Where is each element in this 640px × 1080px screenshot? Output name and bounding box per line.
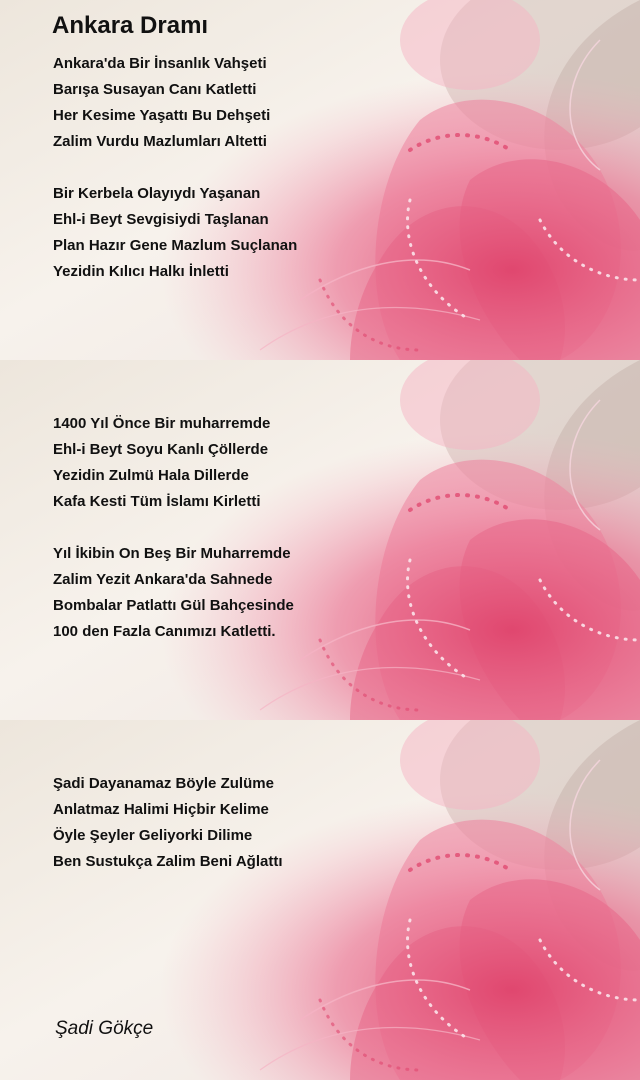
- poem-line: Ehl-i Beyt Sevgisiydi Taşlanan: [53, 211, 269, 228]
- poem-line: Yezidin Zulmü Hala Dillerde: [53, 467, 249, 484]
- poem-line: Kafa Kesti Tüm İslamı Kirletti: [53, 493, 261, 510]
- poem-line: Plan Hazır Gene Mazlum Suçlanan: [53, 237, 298, 254]
- poem-line: Yezidin Kılıcı Halkı İnletti: [53, 263, 229, 280]
- stanza-4: [53, 541, 294, 645]
- stanza-5: [53, 771, 283, 875]
- poem-line: Öyle Şeyler Geliyorki Dilime: [53, 827, 253, 844]
- poem-line: 1400 Yıl Önce Bir muharremde: [53, 415, 271, 432]
- poem-line: Ankara'da Bir İnsanlık Vahşeti: [53, 55, 267, 72]
- poem-line: Ehl-i Beyt Soyu Kanlı Çöllerde: [53, 441, 269, 458]
- poem-line: Barışa Susayan Canı Katletti: [53, 81, 257, 98]
- stanza-1: [53, 51, 270, 155]
- poem-author: Şadi Gökçe: [55, 1018, 154, 1039]
- poem-line: Her Kesime Yaşattı Bu Dehşeti: [53, 107, 271, 124]
- poem-line: Bombalar Patlattı Gül Bahçesinde: [53, 597, 294, 614]
- stanza-3: [53, 411, 270, 515]
- poem-title: Ankara Dramı: [52, 12, 209, 39]
- poem-line: Ben Sustukça Zalim Beni Ağlattı: [53, 853, 283, 870]
- poem-line: Bir Kerbela Olayıydı Yaşanan: [53, 185, 261, 202]
- stanza-2: [53, 181, 297, 285]
- poem-line: 100 den Fazla Canımızı Katletti.: [53, 623, 276, 640]
- poem-line: Yıl İkibin On Beş Bir Muharremde: [53, 545, 291, 562]
- poem-line: Zalim Yezit Ankara'da Sahnede: [53, 571, 273, 588]
- poem-line: Zalim Vurdu Mazlumları Altetti: [53, 133, 267, 150]
- poem-line: Anlatmaz Halimi Hiçbir Kelime: [53, 801, 269, 818]
- poem-line: Şadi Dayanamaz Böyle Zulüme: [53, 775, 274, 792]
